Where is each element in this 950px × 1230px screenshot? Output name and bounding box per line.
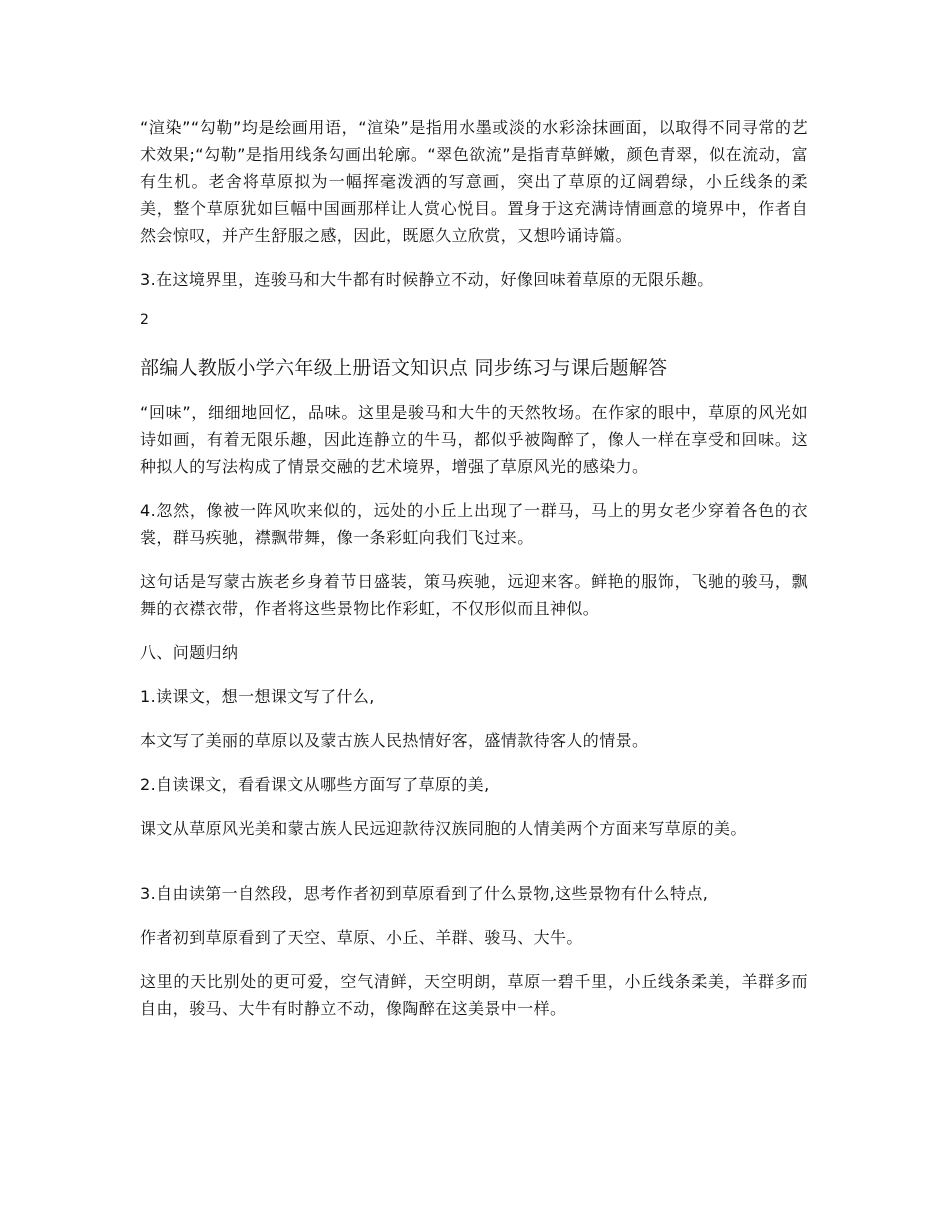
paragraph-rendering-explanation: “渲染”“勾勒”均是绘画用语，“渲染”是指用水墨或淡的水彩涂抹画面，以取得不同寻常的艺术效果;“勾勒”是指用线条勾画出轮廓。“翠色欲流”是指青草鲜嫩，颜色青翠，似在流动，富有生机。老舍将草原拟为一幅挥毫泼洒的写意画，突出了草原的辽阔碧绿，小丘线条的柔美，整个草原犹如巨幅中国画那样让人赏心悦目。置身于这充满诗情画意的境界中，作者自然会惊叹，并产生舒服之感，因此，既愿久立欣赏，又想吟诵诗篇。 [140, 118, 808, 245]
paragraph-item-4-explanation: 这句话是写蒙古族老乡身着节日盛装，策马疾驰，远迎来客。鲜艳的服饰，飞驰的骏马，飘舞的衣襟衣带，作者将这些景物比作彩虹，不仅形似而且神似。 [140, 572, 808, 618]
answer-3: 作者初到草原看到了天空、草原、小丘、羊群、骏马、大牛。 [140, 928, 583, 947]
question-2: 2.自读课文，看看课文从哪些方面写了草原的美, [140, 775, 490, 794]
paragraph-huiwei-explanation: “回味”，细细地回忆，品味。这里是骏马和大牛的天然牧场。在作家的眼中，草原的风光如诗如画，有着无限乐趣，因此连静立的牛马，都似乎被陶醉了，像人一样在享受和回味。这种拟人的写法构成了情景交融的艺术境界，增强了草原风光的感染力。 [140, 403, 808, 476]
page-number: 2 [140, 312, 149, 328]
page-header-title: 部编人教版小学六年级上册语文知识点 同步练习与课后题解答 [140, 357, 668, 379]
question-1: 1.读课文，想一想课文写了什么, [140, 687, 375, 706]
answer-3-detail: 这里的天比别处的更可爱，空气清鲜，天空明朗，草原一碧千里，小丘线条柔美，羊群多而自由，骏马、大牛有时静立不动，像陶醉在这美景中一样。 [140, 972, 808, 1018]
section-heading-summary: 八、问题归纳 [140, 643, 239, 662]
question-3: 3.自由读第一自然段，思考作者初到草原看到了什么景物,这些景物有什么特点, [140, 884, 709, 903]
answer-2: 课文从草原风光美和蒙古族人民远迎款待汉族同胞的人情美两个方面来写草原的美。 [140, 819, 747, 838]
answer-1: 本文写了美丽的草原以及蒙古族人民热情好客，盛情款待客人的情景。 [140, 731, 649, 750]
document-page [140, 114, 808, 1022]
paragraph-item-4: 4.忽然，像被一阵风吹来似的，远处的小丘上出现了一群马，马上的男女老少穿着各色的衣裳，群马疾驰，襟飘带舞，像一条彩虹向我们飞过来。 [140, 501, 808, 547]
paragraph-item-3: 3.在这境界里，连骏马和大牛都有时候静立不动，好像回味着草原的无限乐趣。 [140, 270, 714, 289]
